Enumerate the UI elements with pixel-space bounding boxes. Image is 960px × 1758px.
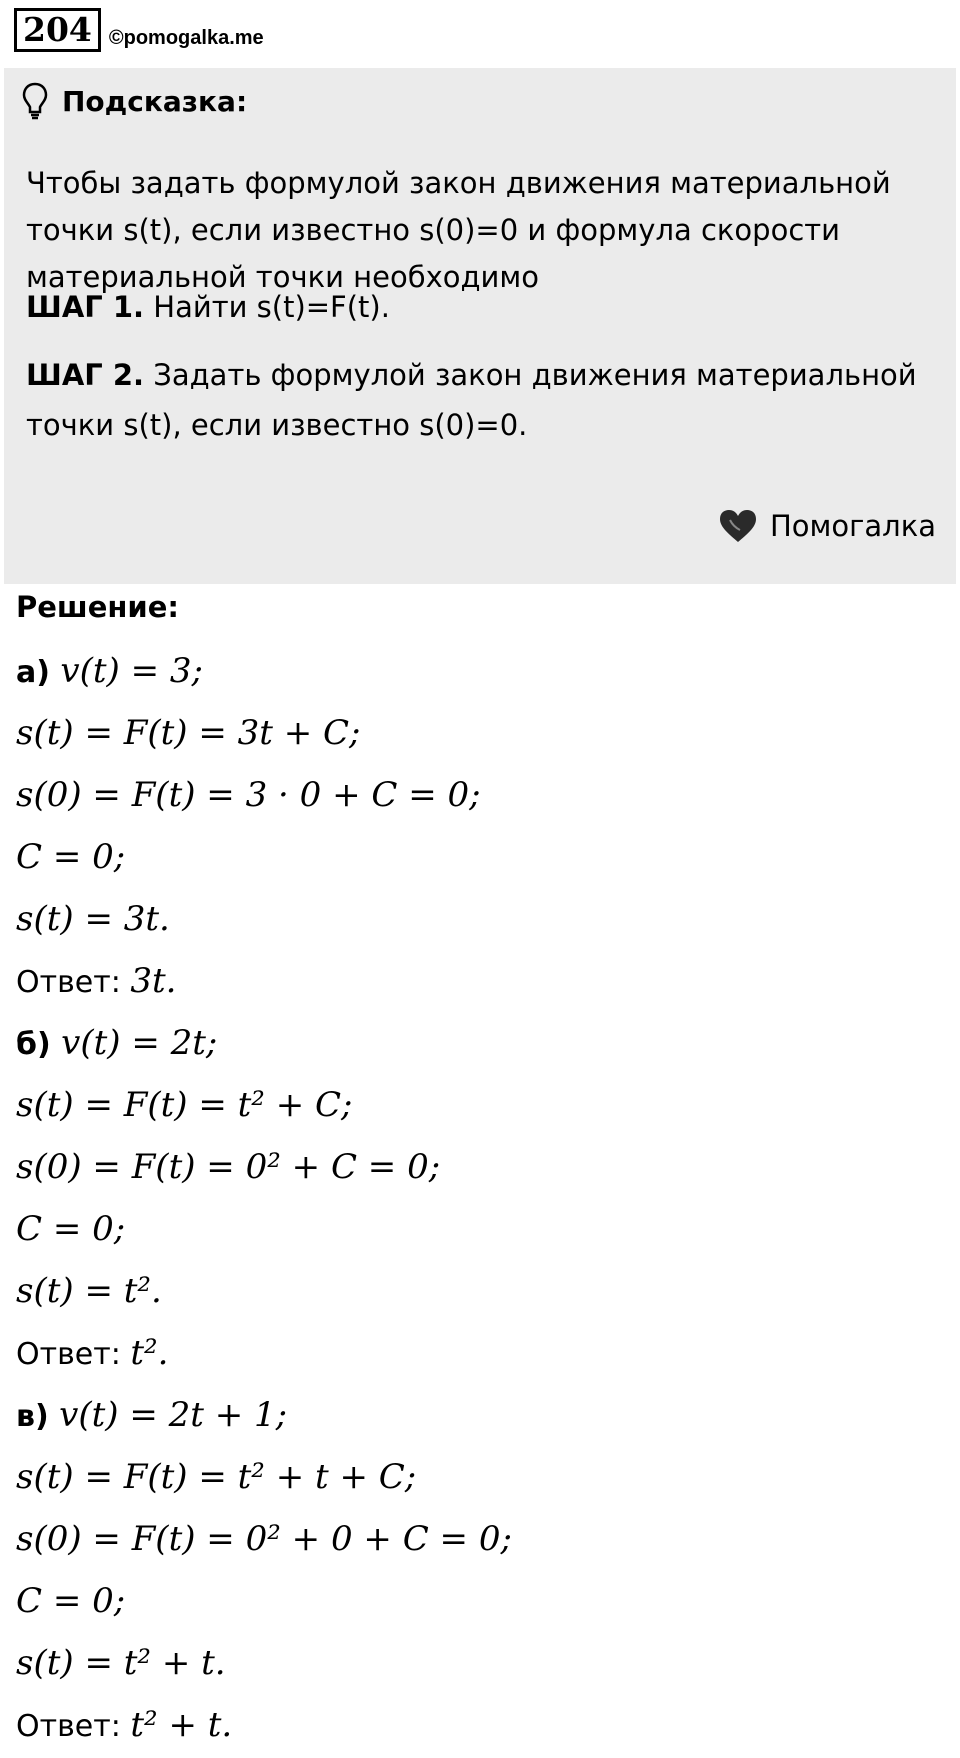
math-expression: C = 0; [16,1581,126,1621]
math-expression: C = 0; [16,837,126,877]
math-expression: C = 0; [16,1209,126,1249]
step-2-text: Задать формулой закон движения материальной точки s(t), если известно s(0)=0. [26,358,917,442]
answer-label: Ответ: [16,1337,131,1372]
solution-line [16,1446,916,1508]
part-label: а) [16,655,61,690]
math-expression: s(t) = F(t) = t² + t + C; [16,1457,417,1497]
step-2-label: ШАГ 2. [26,358,145,392]
math-expression: 3t. [130,961,177,1001]
math-expression: s(t) = F(t) = 3t + C; [16,713,361,753]
answer-label: Ответ: [16,965,131,1000]
solution-line [16,826,916,888]
solution-line [16,640,916,702]
step-1-text: Найти s(t)=F(t). [144,290,390,324]
math-expression: v(t) = 2t + 1; [59,1395,288,1435]
solution-line [16,1632,916,1694]
hint-intro: Чтобы задать формулой закон движения материальной точки s(t), если известно s(0)=0 и формула скорости материальной точки необходимо [26,166,891,294]
answer-label: Ответ: [16,1709,131,1744]
solution-line [16,888,916,950]
math-expression: s(t) = F(t) = t² + C; [16,1085,353,1125]
lightbulb-icon [22,82,48,120]
math-expression: s(0) = F(t) = 3 · 0 + C = 0; [16,775,481,815]
solution-lines [16,640,916,1756]
math-expression: s(0) = F(t) = 0² + C = 0; [16,1147,441,1187]
part-label: б) [16,1027,62,1062]
signature [718,508,936,544]
math-expression: s(0) = F(t) = 0² + 0 + C = 0; [16,1519,512,1559]
solution-heading: Решение: [16,590,180,624]
math-expression: v(t) = 2t; [61,1023,218,1063]
site-watermark: ©pomogalka.me [108,27,264,49]
solution-line [16,1694,916,1756]
solution-line [16,1136,916,1198]
signature-text: Помогалка [770,509,936,543]
solution-line [16,1508,916,1570]
solution-line [16,1012,916,1074]
math-expression: v(t) = 3; [60,651,203,691]
hint-title-text: Подсказка: [62,84,248,118]
hint-title [22,82,247,120]
hint-step-1 [26,282,926,332]
math-expression: s(t) = 3t. [16,899,170,939]
solution-line [16,702,916,764]
hint-step-2 [26,350,926,450]
solution-line [16,764,916,826]
solution-line [16,950,916,1012]
solution-line [16,1260,916,1322]
part-label: в) [16,1399,60,1434]
math-expression: t² + t. [130,1705,233,1745]
math-expression: t². [130,1333,169,1373]
task-number: 204 [14,8,101,52]
hint-box [4,68,956,584]
header [14,8,264,52]
step-1-label: ШАГ 1. [26,290,145,324]
heart-icon [718,508,758,544]
math-expression: s(t) = t² + t. [16,1643,226,1683]
solution-line [16,1198,916,1260]
solution-line [16,1384,916,1446]
math-expression: s(t) = t². [16,1271,162,1311]
solution-line [16,1570,916,1632]
solution-line [16,1322,916,1384]
solution-line [16,1074,916,1136]
